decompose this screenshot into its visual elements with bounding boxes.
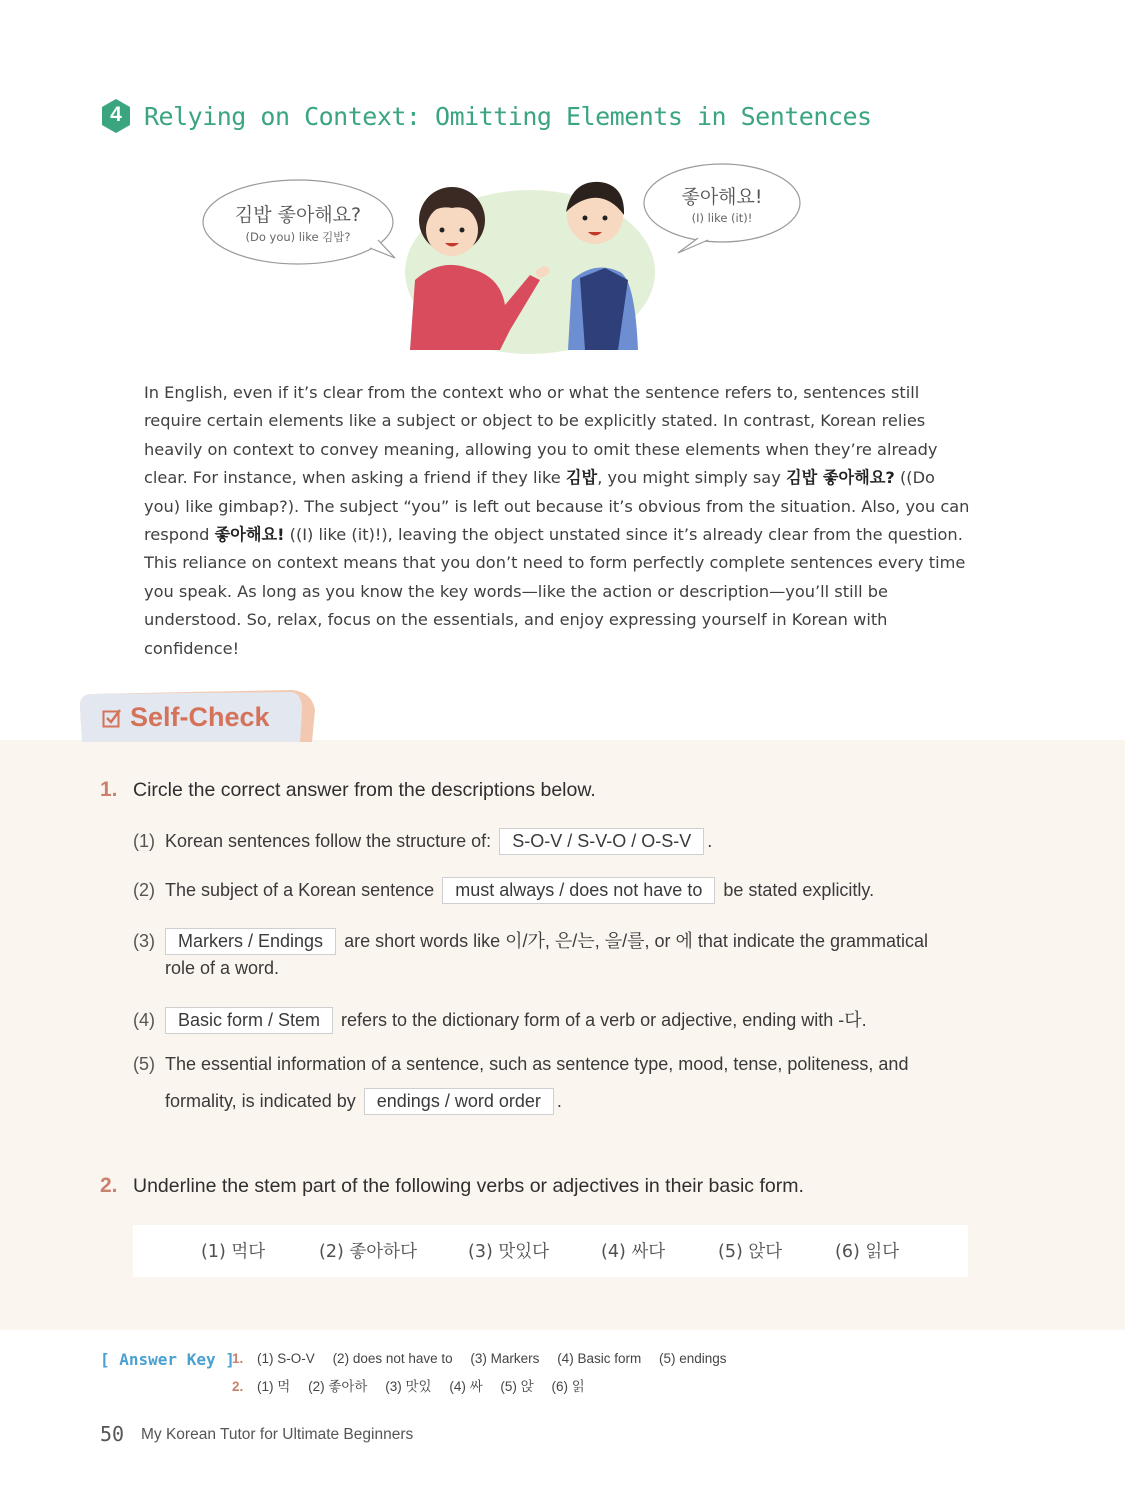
verb-item[interactable]: (2) 좋아하다 bbox=[319, 1242, 417, 1262]
question-2: 2. Underline the stem part of the following verbs or adjectives in their basic form. bbox=[100, 1174, 804, 1197]
answer-choice-box[interactable]: must always / does not have to bbox=[442, 877, 715, 904]
right-bubble-english: (I) like (it)! bbox=[691, 211, 753, 225]
answer-key-line-2: 2. (1) 먹 (2) 좋아하 (3) 맛있 (4) 싸 (5) 앉 (6) 읽 bbox=[232, 1379, 585, 1394]
verb-item[interactable]: (5) 앉다 bbox=[718, 1242, 783, 1262]
verb-list-box bbox=[133, 1225, 968, 1277]
answer-choice-box[interactable]: Basic form / Stem bbox=[165, 1007, 333, 1034]
section-title: Relying on Context: Omitting Elements in Sentences bbox=[144, 101, 872, 131]
explanation-paragraph: In English, even if it’s clear from the context who or what the sentence refers to, sentences still require certain elements like a subject or object to be explicitly stated. In contrast, Korean relies heavily on context to convey meaning, allowing you to omit these elements when they’re already clear. For instance, when asking a friend if they like 김밥, you might simply say 김밥 좋아해요? ((Do you) like gimbap?). The subject “you” is left out because it’s obvious from the situation. Also, you can respond 좋아해요! ((I) like (it)!), leaving the object unstated since it’s already clear from the question. This reliance on context means that you don’t need to form perfectly complete sentences every time you speak. As long as you know the key words—like the action or description—you’ll still be understood. So, relax, focus on the essentials, and enjoy expressing yourself in Korean with confidence! bbox=[144, 383, 970, 658]
left-bubble-english: (Do you) like 김밥? bbox=[245, 230, 351, 244]
question-1-item-5-continued: formality, is indicated by endings / word order . bbox=[165, 1088, 562, 1115]
section-heading bbox=[100, 98, 872, 134]
book-title: My Korean Tutor for Ultimate Beginners bbox=[141, 1426, 414, 1443]
conversation-illustration bbox=[200, 160, 810, 360]
answer-choice-box[interactable]: endings / word order bbox=[364, 1088, 554, 1115]
question-1-item-5: (5) The essential information of a sentence, such as sentence type, mood, tense, politeness, and bbox=[133, 1054, 909, 1074]
right-bubble-korean: 좋아해요! bbox=[681, 186, 763, 208]
answer-key-line-1: 1. (1) S-O-V (2) does not have to (3) Markers (4) Basic form (5) endings bbox=[232, 1351, 727, 1366]
question-1-item-2: (2) The subject of a Korean sentence must always / does not have to be stated explicitly. bbox=[133, 877, 874, 904]
page-number: 50 bbox=[100, 1422, 125, 1446]
section-number-badge bbox=[100, 98, 132, 134]
korean-term: 김밥 bbox=[565, 468, 598, 488]
answer-choice-box[interactable]: S-O-V / S-V-O / O-S-V bbox=[499, 828, 704, 855]
question-1: 1. Circle the correct answer from the descriptions below. bbox=[100, 778, 596, 801]
question-1-item-3-continued: role of a word. bbox=[165, 958, 280, 978]
left-bubble-korean: 김밥 좋아해요? bbox=[234, 204, 362, 226]
self-check-heading: Self-Check bbox=[102, 702, 270, 733]
answer-key-label: [ Answer Key ] bbox=[100, 1350, 235, 1369]
korean-phrase: 좋아해요! bbox=[214, 525, 285, 545]
question-1-item-3: (3) Markers / Endings are short words like 이/가, 은/는, 을/를, or 에 that indicate the grammatical bbox=[133, 927, 928, 955]
right-speech-bubble bbox=[646, 182, 798, 225]
korean-phrase: 김밥 좋아해요? bbox=[785, 468, 895, 488]
section-number: 4 bbox=[110, 103, 122, 126]
verb-item[interactable]: (1) 먹다 bbox=[201, 1242, 266, 1262]
answer-choice-box[interactable]: Markers / Endings bbox=[165, 928, 336, 955]
left-speech-bubble bbox=[208, 200, 388, 245]
question-1-item-4: (4) Basic form / Stem refers to the dictionary form of a verb or adjective, ending with -다. bbox=[133, 1006, 867, 1034]
verb-item[interactable]: (3) 맛있다 bbox=[468, 1242, 550, 1262]
checkbox-icon bbox=[102, 708, 122, 728]
question-1-item-1: (1) Korean sentences follow the structure of: S-O-V / S-V-O / O-S-V . bbox=[133, 828, 712, 855]
verb-item[interactable]: (6) 읽다 bbox=[835, 1242, 900, 1262]
verb-item[interactable]: (4) 싸다 bbox=[601, 1242, 666, 1262]
